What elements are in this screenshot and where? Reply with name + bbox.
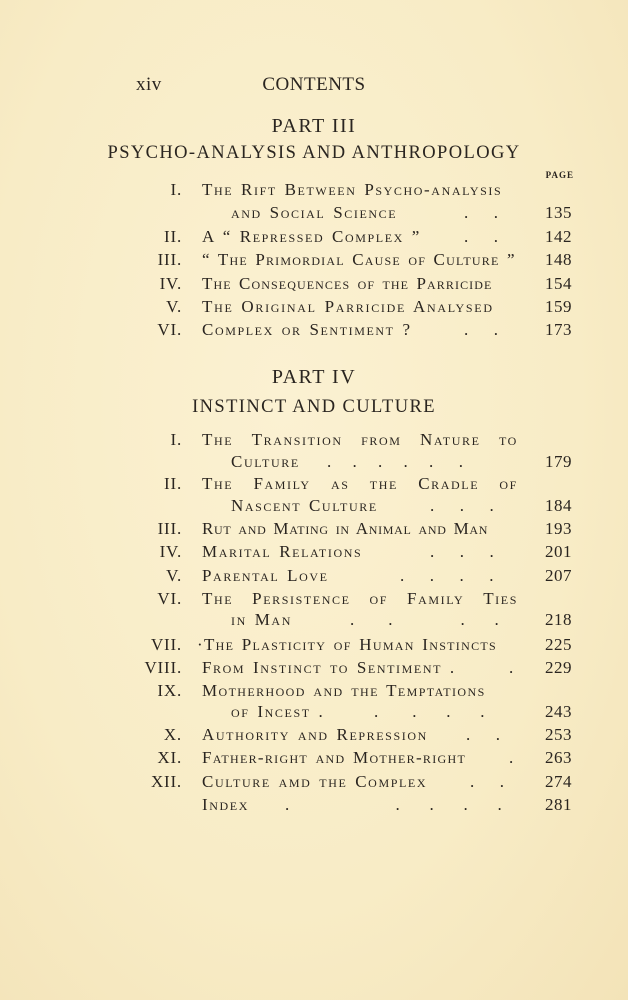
dot-leader: . . [464, 203, 498, 222]
dot-leader: . . . [430, 542, 494, 561]
chapter-number: VI. [157, 589, 182, 608]
toc-entry [0, 542, 628, 564]
chapter-title: The Original Parricide Analysed [202, 297, 494, 316]
title-word: The [202, 430, 234, 449]
page-number: 225 [545, 635, 572, 654]
chapter-number: I. [170, 430, 182, 449]
dot-leader: . [509, 658, 514, 677]
chapter-title: A “ Repressed Complex ” [202, 227, 421, 246]
page-number: 154 [545, 274, 572, 293]
chapter-number: I. [170, 180, 182, 199]
chapter-title: From Instinct to Sentiment . [202, 658, 456, 677]
toc-entry-continuation [0, 203, 628, 225]
title-word: to [498, 430, 518, 449]
toc-entry-continuation [0, 702, 628, 724]
chapter-number: VIII. [144, 658, 182, 677]
page-number: 207 [545, 566, 572, 585]
chapter-number: X. [163, 725, 182, 744]
toc-entry [0, 227, 628, 249]
page-column-label: PAGE [545, 170, 574, 180]
title-word: Nature [419, 430, 481, 449]
title-word: the [369, 474, 398, 493]
dot-leader: . . . . [350, 610, 499, 629]
chapter-title-continuation: Culture [231, 452, 300, 471]
page-number: 253 [545, 725, 572, 744]
title-word: of [499, 474, 518, 493]
page-number: 243 [545, 702, 572, 721]
page-number: 159 [545, 297, 572, 316]
page-number: 148 [545, 250, 572, 269]
toc-entry [0, 250, 628, 272]
page-number: 142 [545, 227, 572, 246]
toc-entry [0, 180, 628, 202]
chapter-title: Parental Love [202, 566, 329, 585]
page-number: 184 [545, 496, 572, 515]
toc-entry [0, 635, 628, 657]
dot-leader: . . . . . . [327, 452, 463, 471]
dot-leader: . . [470, 772, 504, 791]
page-number: 179 [545, 452, 572, 471]
toc-entry-continuation [0, 452, 628, 474]
dot-leader: . . . [430, 496, 494, 515]
toc-entry-continuation [0, 610, 628, 632]
chapter-number: V. [166, 297, 182, 316]
chapter-title-continuation: and Social Science [231, 203, 398, 222]
running-title: CONTENTS [262, 74, 366, 95]
part-4-heading: PART IV [271, 366, 357, 388]
chapter-title: Marital Relations [202, 542, 363, 561]
chapter-number: XII. [150, 772, 182, 791]
page-number: 229 [545, 658, 572, 677]
title-word: The [202, 474, 234, 493]
toc-entry [0, 658, 628, 680]
dot-leader: . . . . [400, 566, 494, 585]
title-word: Cradle [418, 474, 480, 493]
title-word: Family [407, 589, 465, 608]
toc-entry [0, 725, 628, 747]
chapter-number: III. [157, 519, 182, 538]
page-folio: xiv [136, 74, 162, 95]
index-title: Index [202, 795, 249, 814]
page-number: 274 [545, 772, 572, 791]
dot-leader: . . . . [374, 702, 485, 721]
chapter-title: Motherhood and the Temptations [202, 681, 486, 700]
chapter-number: XI. [157, 748, 182, 767]
chapter-number: III. [157, 250, 182, 269]
part-3-subtitle: PSYCHO-ANALYSIS AND ANTHROPOLOGY [107, 143, 521, 163]
dot-leader: . [509, 748, 514, 767]
title-word: The [202, 589, 234, 608]
toc-entry [0, 519, 628, 541]
dot-leader: . . [464, 320, 498, 339]
title-word: Transition [251, 430, 343, 449]
toc-entry [0, 589, 628, 611]
chapter-title: Father-right and Mother-right [202, 748, 467, 767]
toc-entry [0, 566, 628, 588]
toc-entry [0, 297, 628, 319]
chapter-title: The Consequences of the Parricide [202, 274, 493, 293]
chapter-number: II. [164, 474, 182, 493]
chapter-number: II. [164, 227, 182, 246]
title-word: as [330, 474, 350, 493]
page-number: 281 [545, 795, 572, 814]
chapter-title [202, 474, 518, 494]
title-word: of [369, 589, 389, 608]
toc-entry [0, 681, 628, 703]
toc-entry [0, 430, 628, 452]
page-number: 193 [545, 519, 572, 538]
chapter-title: Culture amd the Complex [202, 772, 428, 791]
chapter-number: V. [166, 566, 182, 585]
toc-entry [0, 474, 628, 496]
chapter-title: Complex or Sentiment ? [202, 320, 412, 339]
chapter-number: VI. [157, 320, 182, 339]
chapter-title: ·The Plasticity of Human Instincts [197, 635, 497, 654]
toc-entry [0, 320, 628, 342]
page-number: 135 [545, 203, 572, 222]
running-head [0, 74, 628, 98]
chapter-number: IX. [157, 681, 182, 700]
chapter-title-continuation: in Man [231, 610, 292, 629]
part-4-subtitle: INSTINCT AND CULTURE [192, 397, 436, 417]
toc-entry [0, 772, 628, 794]
toc-entry-continuation [0, 496, 628, 518]
title-word: Family [253, 474, 311, 493]
title-word: Persistence [252, 589, 351, 608]
dot-leader: . . . . . [285, 795, 502, 814]
toc-entry [0, 748, 628, 770]
chapter-number: IV. [159, 274, 182, 293]
dot-leader: . . [466, 725, 500, 744]
title-word: Ties [483, 589, 518, 608]
dot-leader: . . [464, 227, 498, 246]
chapter-title-continuation: Nascent Culture [231, 496, 378, 515]
chapter-title: “ The Primordial Cause of Culture ” [202, 250, 516, 269]
chapter-title-continuation: of Incest . [231, 702, 325, 721]
chapter-title [202, 589, 518, 609]
chapter-title: Authority and Repression [202, 725, 428, 744]
toc-entry [0, 274, 628, 296]
page-number: 218 [545, 610, 572, 629]
chapter-number: IV. [159, 542, 182, 561]
page-number: 263 [545, 748, 572, 767]
chapter-title: The Rift Between Psycho-analysis [202, 180, 503, 199]
chapter-title [202, 430, 518, 450]
title-word: from [361, 430, 402, 449]
chapter-number: VII. [150, 635, 182, 654]
toc-entry-index [0, 795, 628, 817]
chapter-title: Rut and Mating in Animal and Man [202, 519, 489, 538]
page-number: 201 [545, 542, 572, 561]
page-number: 173 [545, 320, 572, 339]
part-3-heading: PART III [271, 115, 357, 137]
